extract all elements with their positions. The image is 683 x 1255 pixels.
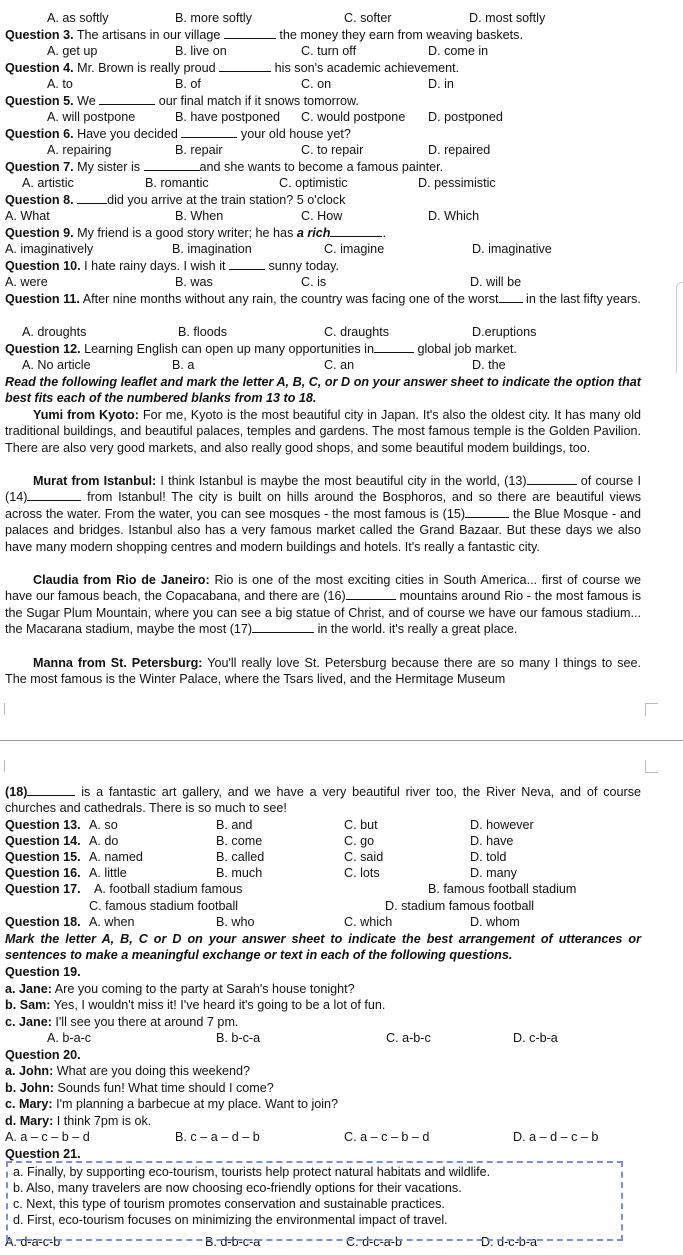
option[interactable]: C. a – c – b – d <box>344 1130 430 1144</box>
option[interactable]: B. called <box>216 850 265 864</box>
dialogue-line: c. Jane: I'll see you there at around 7 pm. <box>5 1015 239 1029</box>
option[interactable]: D. in <box>428 77 454 91</box>
sentence-line: a. Finally, by supporting eco-tourism, tourists help protect natural habitats and wildlife. <box>13 1165 491 1179</box>
question-15-label: Question 15. <box>5 850 81 864</box>
question-5: Question 5. We our final match if it snows tomorrow. <box>5 94 359 108</box>
option[interactable]: D. many <box>470 866 517 880</box>
selection-box <box>6 1161 623 1241</box>
question-9: Question 9. My friend is a good story writer; he has a rich . <box>5 226 386 240</box>
dialogue-line: b. Sam: Yes, I wouldn't miss it! I've heard it's going to be a lot of fun. <box>5 998 386 1012</box>
sentence-line: c. Next, this type of tourism promotes conservation and sustainable practices. <box>13 1197 445 1211</box>
question-13-label: Question 13. <box>5 818 81 832</box>
option[interactable]: D. d-c-b-a <box>481 1235 537 1249</box>
option[interactable]: A. do <box>89 834 119 848</box>
question-21-label: Question 21. <box>5 1147 81 1161</box>
option[interactable]: A. when <box>89 915 135 929</box>
option[interactable]: D. the <box>472 358 506 372</box>
option[interactable]: D. repaired <box>428 143 491 157</box>
option[interactable]: C. softer <box>344 11 392 25</box>
sentence-line: d. First, eco-tourism focuses on minimizing the environmental impact of travel. <box>13 1213 448 1227</box>
option[interactable]: C. which <box>344 915 393 929</box>
option[interactable]: A. b-a-c <box>47 1031 92 1045</box>
question-12: Question 12. Learning English can open up many opportunities in global job market. <box>5 342 517 356</box>
option[interactable]: D. come in <box>428 44 489 58</box>
question-3: Question 3. The artisans in our village the money they earn from weaving baskets. <box>5 28 523 42</box>
dialogue-line: d. Mary: I think 7pm is ok. <box>5 1114 152 1128</box>
dialogue-line: c. Mary: I'm planning a barbecue at my place. Want to join? <box>5 1097 339 1111</box>
option[interactable]: B. much <box>216 866 263 880</box>
option[interactable]: D. however <box>470 818 534 832</box>
option[interactable]: C. but <box>344 818 378 832</box>
option[interactable]: C. lots <box>344 866 380 880</box>
option[interactable]: D. most softly <box>469 11 546 25</box>
scroll-edge <box>676 282 683 373</box>
page-separator <box>0 740 683 741</box>
page-corner-mark <box>645 703 658 716</box>
option[interactable]: D.eruptions <box>472 325 537 339</box>
option[interactable]: D. imaginative <box>472 242 552 256</box>
option[interactable]: C. optimistic <box>279 176 348 190</box>
option[interactable]: C. imagine <box>324 242 385 256</box>
option[interactable]: A. No article <box>22 358 91 372</box>
paragraph-manna: Manna from St. Petersburg: You'll really love St. Petersburg because there are so many I things to see. The most famous is the Winter Palace, where the Tsars lived, and the Hermitage Museum <box>5 656 642 687</box>
option[interactable]: B. was <box>175 275 213 289</box>
option[interactable]: B. who <box>216 915 255 929</box>
option[interactable]: A. football stadium famous <box>94 882 243 896</box>
option[interactable]: A. get up <box>47 44 98 58</box>
option[interactable]: B. repair <box>175 143 223 157</box>
question-6: Question 6. Have you decided your old house yet? <box>5 127 351 141</box>
option[interactable]: A. named <box>89 850 143 864</box>
option[interactable]: B. d-b-c-a <box>205 1235 261 1249</box>
option[interactable]: C. said <box>344 850 384 864</box>
option[interactable]: A. artistic <box>22 176 74 190</box>
option[interactable]: A. as softly <box>47 11 109 25</box>
option[interactable]: D. told <box>470 850 507 864</box>
question-7: Question 7. My sister is and she wants to become a famous painter. <box>5 160 444 174</box>
option[interactable]: B. come <box>216 834 263 848</box>
option[interactable]: A. so <box>89 818 118 832</box>
option[interactable]: C. go <box>344 834 375 848</box>
question-14-label: Question 14. <box>5 834 81 848</box>
option[interactable]: D. stadium famous football <box>385 899 535 913</box>
option[interactable]: C. How <box>301 209 343 223</box>
option[interactable]: A. little <box>89 866 127 880</box>
option[interactable]: A. imaginatively <box>5 242 94 256</box>
option[interactable]: B. have postponed <box>175 110 281 124</box>
option[interactable]: B. famous football stadium <box>428 882 577 896</box>
option[interactable]: B. of <box>175 77 201 91</box>
option[interactable]: B. b-c-a <box>216 1031 261 1045</box>
dialogue-line: a. Jane: Are you coming to the party at Sarah's house tonight? <box>5 982 355 996</box>
option[interactable]: D. Which <box>428 209 480 223</box>
arrangement-instruction: Mark the letter A, B, C or D on your answer sheet to indicate the best arrangement of utterances or sentences to make a meaningful exchange or text in each of the following questions. <box>5 932 641 963</box>
option[interactable]: B. romantic <box>145 176 209 190</box>
sentence-line: b. Also, many travelers are now choosing eco-friendly options for their vacations. <box>13 1181 462 1195</box>
option[interactable]: B. floods <box>178 325 228 339</box>
question-4: Question 4. Mr. Brown is really proud his son's academic achievement. <box>5 61 460 75</box>
option[interactable]: D. pessimistic <box>418 176 496 190</box>
option[interactable]: C. is <box>301 275 327 289</box>
option[interactable]: A. were <box>5 275 48 289</box>
option[interactable]: B. c – a – d – b <box>175 1130 260 1144</box>
question-18-label: Question 18. <box>5 915 81 929</box>
option[interactable]: C. a-b-c <box>386 1031 431 1045</box>
option[interactable]: B. more softly <box>175 11 252 25</box>
question-10: Question 10. I hate rainy days. I wish it sunny today. <box>5 259 339 273</box>
option[interactable]: D. c-b-a <box>513 1031 558 1045</box>
paragraph-continuation: (18) is a fantastic art gallery, and we have a very beautiful river too, the River Neva, and of course churches and cathedrals. There is so much to see! <box>5 785 642 816</box>
option[interactable]: A. repairing <box>47 143 112 157</box>
page-corner-mark <box>4 703 17 715</box>
option[interactable]: A. will postpone <box>47 110 136 124</box>
question-8: Question 8. did you arrive at the train station? 5 o'clock <box>5 193 346 207</box>
paragraph-yumi: Yumi from Kyoto: For me, Kyoto is the most beautiful city in Japan. It's also the oldest city. It has many old traditional buildings, and beautiful palaces, temples and gardens. The most famous temple is the Golden Pavilion. There are also very good markets, and also really good shops, and some beautiful modem buildings, too. <box>5 408 641 455</box>
option[interactable]: C. famous stadium football <box>89 899 239 913</box>
question-19-label: Question 19. <box>5 965 81 979</box>
dialogue-line: b. John: Sounds fun! What time should I come? <box>5 1081 274 1095</box>
option[interactable]: B. When <box>175 209 224 223</box>
option[interactable]: B. imagination <box>172 242 252 256</box>
option[interactable]: C. on <box>301 77 332 91</box>
option[interactable]: C. d-c-a-b <box>346 1235 402 1249</box>
dialogue-line: a. John: What are you doing this weekend? <box>5 1064 251 1078</box>
question-16-label: Question 16. <box>5 866 81 880</box>
option[interactable]: C. draughts <box>324 325 390 339</box>
question-17-label: Question 17. <box>5 882 81 896</box>
option[interactable]: A. a – c – b – d <box>5 1130 90 1144</box>
option[interactable]: A. What <box>5 209 50 223</box>
option[interactable]: B. a <box>172 358 195 372</box>
option[interactable]: C. an <box>324 358 355 372</box>
reading-instruction: Read the following leaflet and mark the letter A, B, C, or D on your answer sheet to indicate the option that best fits each of the numbered blanks from 13 to 18. <box>5 375 641 406</box>
question-20-label: Question 20. <box>5 1048 81 1062</box>
option[interactable]: D. have <box>470 834 514 848</box>
option[interactable]: B. live on <box>175 44 227 58</box>
option[interactable]: D. whom <box>470 915 520 929</box>
option[interactable]: C. to repair <box>301 143 364 157</box>
option[interactable]: A. to <box>47 77 73 91</box>
option[interactable]: D. a – d – c – b <box>513 1130 599 1144</box>
option[interactable]: A. droughts <box>22 325 87 339</box>
option[interactable]: D. postponed <box>428 110 503 124</box>
option[interactable]: C. turn off <box>301 44 357 58</box>
paragraph-murat: Murat from Istanbul: I think Istanbul is maybe the most beautiful city in the world, (13) of course I (14) from Istanbul! The city is built on hills around the Bosphoros, and so there are beautiful views across the water. From the water, you can see mosques - the most famous is (15) the Blue Mosque - and palaces and bridges. Istanbul also has a very famous market called the Grand Bazaar. But these days we also have many modern shopping centres and modern buildings and hotels. It's really a fantastic city. <box>5 474 642 554</box>
option[interactable]: A. d-a-c-b <box>5 1235 61 1249</box>
paragraph-claudia: Claudia from Rio de Janeiro: Rio is one of the most exciting cities in South America... first of course we have our famous beach, the Copacabana, and there are (16) mountains around Rio - the most famous is the Sugar Plum Mountain, where you can see a big statue of Christ, and of course we have our famous stadium... the Macarana stadium, maybe the most (17) in the world. it's really a great place. <box>5 573 642 637</box>
option[interactable]: D. will be <box>470 275 522 289</box>
option[interactable]: C. would postpone <box>301 110 406 124</box>
option[interactable]: B. and <box>216 818 253 832</box>
question-11: Question 11. After nine months without any rain, the country was facing one of the worst in the last fifty years. <box>5 292 641 306</box>
